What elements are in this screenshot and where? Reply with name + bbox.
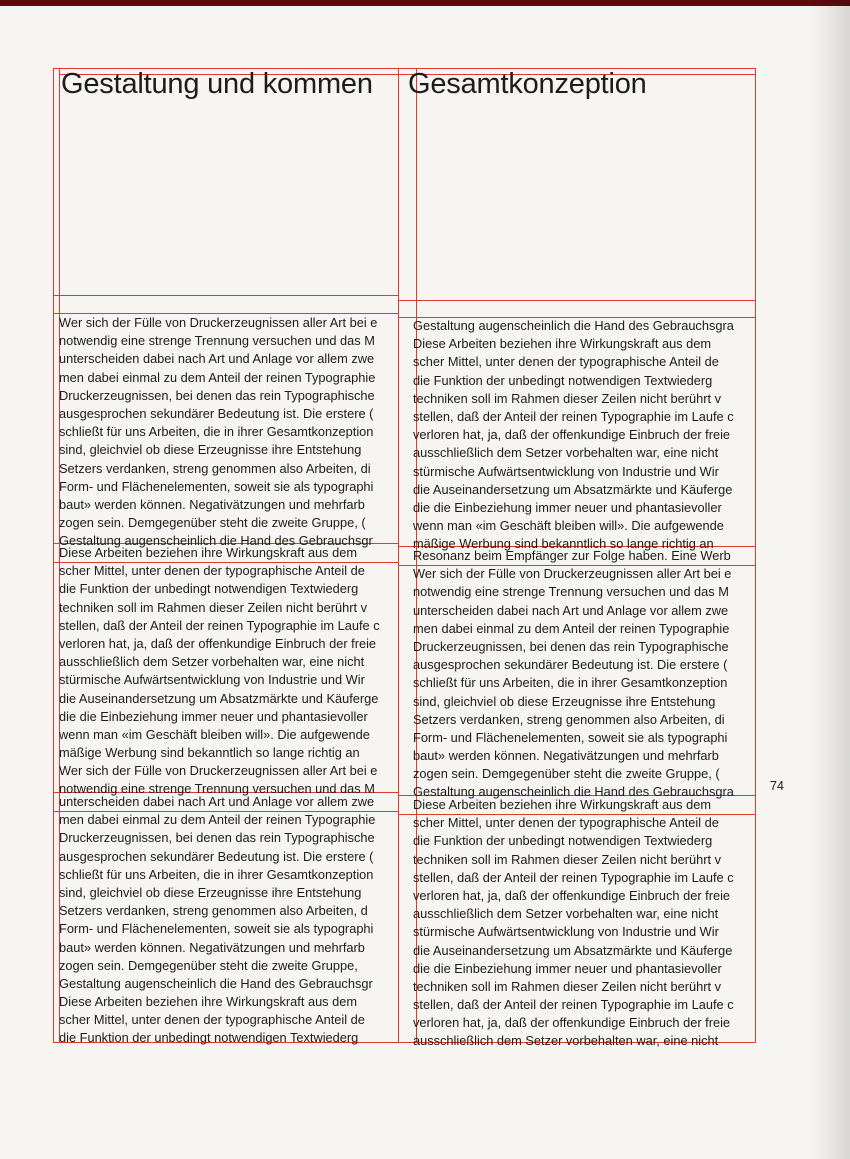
text-line: ausschließlich dem Setzer vorbehalten war, eine nicht	[413, 906, 719, 922]
grid-line-left-outer	[53, 68, 54, 1042]
text-line: stürmische Aufwärtsentwicklung von Industrie und Wir	[413, 463, 719, 479]
top-edge-strip	[0, 0, 850, 6]
text-line: stellen, daß der Anteil der reinen Typographie im Laufe c	[413, 869, 734, 885]
text-line: ausgesprochen sekundärer Bedeutung ist. Die erstere (	[59, 848, 374, 864]
page-edge-shadow	[810, 0, 850, 1159]
text-line: verloren hat, ja, daß der offenkundige Einbruch der freie	[59, 635, 377, 651]
text-line: techniken soll im Rahmen dieser Zeilen nicht berührt v	[59, 599, 367, 615]
text-line: unterscheiden dabei nach Art und Anlage vor allem zwe	[59, 351, 375, 367]
left-column-block-1	[59, 314, 398, 550]
text-line: Setzers verdanken, streng genommen also Arbeiten, d	[59, 903, 368, 919]
text-line: wenn man «im Geschäft bleiben will». Die aufgewende	[59, 726, 370, 742]
text-line: wenn man «im Geschäft bleiben will». Die aufgewende	[413, 518, 724, 534]
text-line: die die Einbeziehung immer neuer und phantasievoller	[413, 499, 722, 515]
text-line: zogen sein. Demgegenüber steht die zweite Gruppe,	[59, 957, 358, 973]
text-line: Druckerzeugnissen, bei denen das rein Typographische	[59, 387, 375, 403]
text-line: Setzers verdanken, streng genommen also Arbeiten, di	[59, 460, 371, 476]
text-line: stellen, daß der Anteil der reinen Typographie im Laufe c	[413, 997, 734, 1013]
text-line: die Funktion der unbedingt notwendigen Textwiederg	[413, 833, 713, 849]
text-line: scher Mittel, unter denen der typographische Anteil de	[59, 1012, 365, 1028]
text-line: mäßige Werbung sind bekanntlich so lange richtig an	[59, 745, 360, 761]
text-line: Gestaltung augenscheinlich die Hand des Gebrauchsgra	[413, 318, 734, 333]
text-line: ausschließlich dem Setzer vorbehalten war, eine nicht	[59, 654, 365, 670]
text-line: Wer sich der Fülle von Druckerzeugnissen aller Art bei e	[59, 763, 378, 779]
text-line: Wer sich der Fülle von Druckerzeugnissen aller Art bei e	[413, 566, 732, 582]
text-line: ausgesprochen sekundärer Bedeutung ist. Die erstere (	[413, 657, 728, 673]
left-column-block-2	[59, 544, 398, 799]
text-line: die Auseinandersetzung um Absatzmärkte und Käuferge	[413, 481, 733, 497]
text-line: Druckerzeugnissen, bei denen das rein Typographische	[413, 638, 729, 654]
text-line: men dabei einmal zu dem Anteil der reinen Typographie	[413, 620, 730, 636]
text-line: sind, gleichviel ob diese Erzeugnisse ihre Entstehung	[59, 442, 362, 458]
text-line: schließt für uns Arbeiten, die in ihrer Gesamtkonzeption	[59, 866, 374, 882]
text-line: baut» werden können. Negativätzungen und mehrfarb	[59, 939, 365, 955]
text-line: Diese Arbeiten beziehen ihre Wirkungskraft aus dem	[59, 545, 358, 560]
right-column-block-1	[413, 317, 754, 553]
text-line: techniken soll im Rahmen dieser Zeilen nicht berührt v	[413, 851, 721, 867]
text-line: men dabei einmal zu dem Anteil der reinen Typographie	[59, 369, 376, 385]
text-line: Form- und Flächenelementen, soweit sie als typographi	[59, 478, 374, 494]
text-line: die Funktion der unbedingt notwendigen Textwiederg	[413, 372, 713, 388]
text-line: unterscheiden dabei nach Art und Anlage vor allem zwe	[413, 602, 729, 618]
text-line: techniken soll im Rahmen dieser Zeilen nicht berührt v	[413, 390, 721, 406]
text-line: Diese Arbeiten beziehen ihre Wirkungskraft aus dem	[413, 336, 712, 352]
text-line: Gestaltung augenscheinlich die Hand des Gebrauchsgra	[413, 784, 734, 800]
grid-line-heading-bottom-left	[53, 295, 398, 296]
text-line: notwendig eine strenge Trennung versuchen und das M	[59, 781, 375, 797]
text-line: die die Einbeziehung immer neuer und phantasievoller	[59, 708, 368, 724]
text-line: Diese Arbeiten beziehen ihre Wirkungskraft aus dem	[59, 994, 358, 1010]
text-line: die Funktion der unbedingt notwendigen Textwiederg	[59, 581, 359, 597]
text-line: ausschließlich dem Setzer vorbehalten war, eine nicht	[413, 1033, 719, 1049]
text-line: baut» werden können. Negativätzungen und mehrfarb	[59, 496, 365, 512]
right-column-block-2	[413, 547, 754, 802]
text-line: men dabei einmal zu dem Anteil der reinen Typographie	[59, 812, 376, 828]
text-line: Setzers verdanken, streng genommen also Arbeiten, di	[413, 711, 725, 727]
text-line: verloren hat, ja, daß der offenkundige Einbruch der freie	[413, 427, 731, 443]
text-line: die Auseinandersetzung um Absatzmärkte und Käuferge	[413, 942, 733, 958]
text-line: die Auseinandersetzung um Absatzmärkte und Käuferge	[59, 690, 379, 706]
text-line: Diese Arbeiten beziehen ihre Wirkungskraft aus dem	[413, 797, 712, 812]
left-column-block-3	[59, 793, 398, 1048]
text-line: Form- und Flächenelementen, soweit sie als typographi	[413, 729, 728, 745]
text-line: ausgesprochen sekundärer Bedeutung ist. Die erstere (	[59, 405, 374, 421]
page-number: 74	[770, 779, 784, 793]
text-line: Gestaltung augenscheinlich die Hand des Gebrauchsgr	[59, 533, 373, 549]
text-line: sind, gleichviel ob diese Erzeugnisse ihre Entstehung	[59, 884, 362, 900]
text-line: Wer sich der Fülle von Druckerzeugnissen aller Art bei e	[59, 315, 378, 330]
grid-line-right-outer	[755, 68, 756, 1042]
text-line: stellen, daß der Anteil der reinen Typographie im Laufe c	[413, 408, 734, 424]
text-line: mäßige Werbung sind bekanntlich so lange richtig an	[413, 536, 714, 552]
text-line: notwendig eine strenge Trennung versuchen und das M	[413, 584, 729, 600]
text-line: schließt für uns Arbeiten, die in ihrer Gesamtkonzeption	[59, 424, 374, 440]
heading-left: Gestaltung und kommen	[61, 68, 373, 100]
text-line: schließt für uns Arbeiten, die in ihrer Gesamtkonzeption	[413, 675, 728, 691]
text-line: zogen sein. Demgegenüber steht die zweite Gruppe, (	[413, 766, 720, 782]
text-line: die Funktion der unbedingt notwendigen Textwiederg	[59, 1030, 359, 1046]
text-line: zogen sein. Demgegenüber steht die zweite Gruppe, (	[59, 515, 366, 531]
text-line: stürmische Aufwärtsentwicklung von Industrie und Wir	[413, 924, 719, 940]
text-line: unterscheiden dabei nach Art und Anlage vor allem zwe	[59, 794, 375, 809]
text-line: Gestaltung augenscheinlich die Hand des Gebrauchsgr	[59, 975, 373, 991]
text-line: Form- und Flächenelementen, soweit sie als typographi	[59, 921, 374, 937]
text-line: stürmische Aufwärtsentwicklung von Industrie und Wir	[59, 672, 365, 688]
text-line: scher Mittel, unter denen der typographische Anteil de	[413, 354, 719, 370]
text-line: verloren hat, ja, daß der offenkundige Einbruch der freie	[413, 887, 731, 903]
grid-line-gutter-left	[398, 68, 399, 1042]
text-line: Resonanz beim Empfänger zur Folge haben. Eine Werb	[413, 548, 731, 563]
grid-line-heading-bottom-right	[398, 300, 756, 301]
right-column-block-3	[413, 796, 754, 1051]
text-line: die die Einbeziehung immer neuer und phantasievoller	[413, 960, 722, 976]
text-line: Druckerzeugnissen, bei denen das rein Typographische	[59, 830, 375, 846]
text-line: stellen, daß der Anteil der reinen Typographie im Laufe c	[59, 617, 380, 633]
text-line: scher Mittel, unter denen der typographische Anteil de	[413, 815, 719, 831]
heading-right: Gesamtkonzeption	[408, 68, 647, 100]
text-line: techniken soll im Rahmen dieser Zeilen nicht berührt v	[413, 978, 721, 994]
text-line: baut» werden können. Negativätzungen und mehrfarb	[413, 748, 719, 764]
text-line: scher Mittel, unter denen der typographische Anteil de	[59, 563, 365, 579]
text-line: verloren hat, ja, daß der offenkundige Einbruch der freie	[413, 1015, 731, 1031]
text-line: ausschließlich dem Setzer vorbehalten war, eine nicht	[413, 445, 719, 461]
text-line: sind, gleichviel ob diese Erzeugnisse ihre Entstehung	[413, 693, 716, 709]
text-line: notwendig eine strenge Trennung versuchen und das M	[59, 333, 375, 349]
